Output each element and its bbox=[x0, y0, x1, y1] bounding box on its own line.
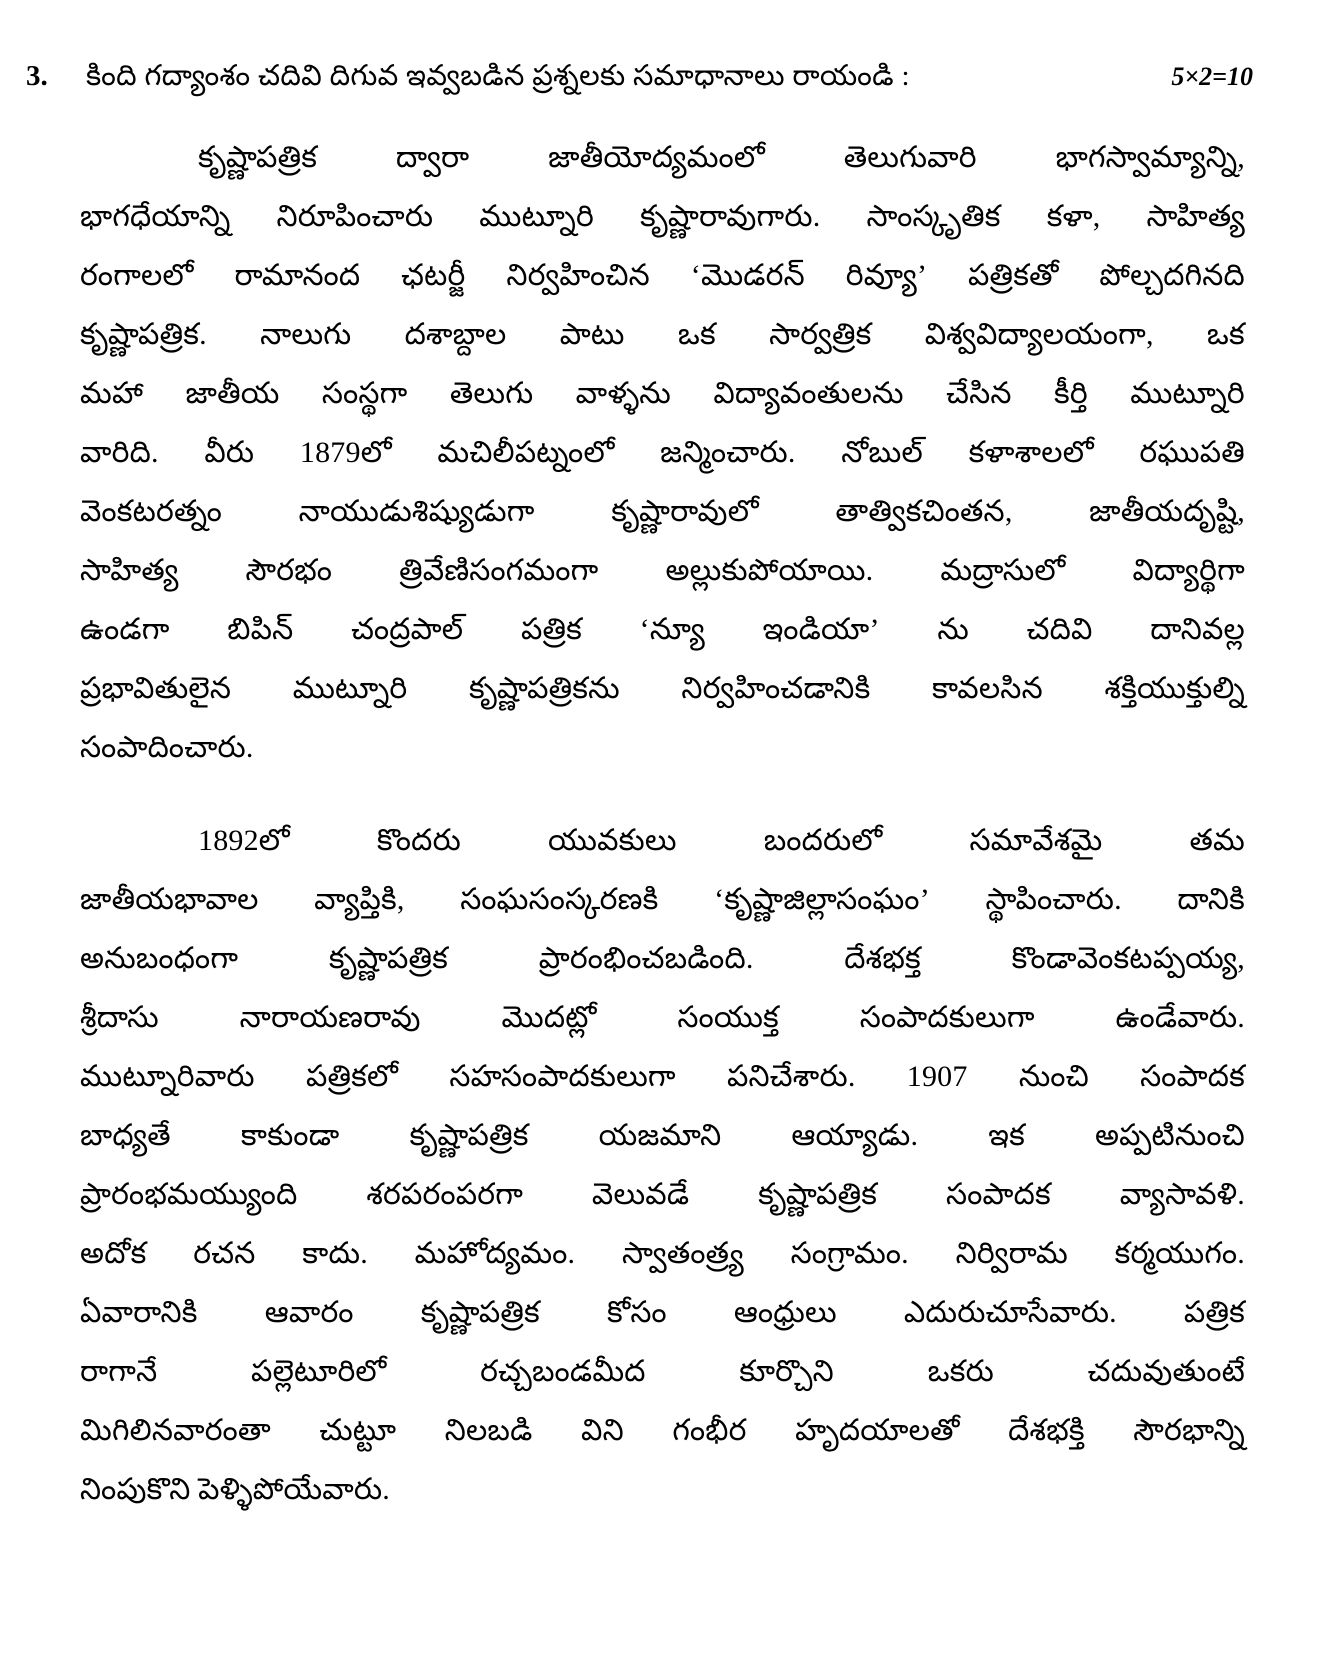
passage-word: రామానంద bbox=[234, 259, 361, 293]
passage-body bbox=[18, 128, 1253, 1519]
passage-word: శరపరంపరగా bbox=[366, 1178, 524, 1212]
passage-line bbox=[80, 187, 1245, 246]
passage-word: కొందరు bbox=[376, 824, 461, 858]
passage-word: చంద్రపాల్ bbox=[351, 613, 464, 647]
passage-line bbox=[80, 305, 1245, 364]
passage-word: దశాబ్దాల bbox=[404, 318, 507, 352]
passage-word: వీరు bbox=[204, 436, 255, 470]
passage-word: యువకులు bbox=[547, 824, 677, 858]
passage-word: ఛటర్జీ bbox=[401, 259, 466, 293]
passage-word: త్రివేణిసంగమంగా bbox=[399, 554, 599, 588]
question-marks: 5×2=10 bbox=[1171, 62, 1253, 91]
passage-word: కళాశాలలో bbox=[968, 436, 1094, 470]
passage-word: కళా, bbox=[1046, 200, 1101, 234]
passage-line bbox=[80, 246, 1245, 305]
passage-word: వ్యాప్తికి, bbox=[314, 883, 405, 917]
passage-word: సంయుక్త bbox=[677, 1001, 779, 1035]
passage-word: ప్రారంభించబడింది. bbox=[538, 942, 754, 976]
passage-word: నాయుడుశిష్యుడుగా bbox=[298, 495, 535, 529]
passage-word: కొండావెంకటప్పయ్య, bbox=[1011, 942, 1245, 976]
passage-line: సంపాదించారు. bbox=[80, 731, 254, 765]
passage-word: కర్మయుగం. bbox=[1114, 1237, 1245, 1271]
passage-word: వెంకటరత్నం bbox=[80, 495, 222, 529]
passage-word: నిలబడి bbox=[444, 1414, 533, 1448]
passage-line bbox=[80, 1401, 1245, 1460]
passage-word: ముట్నూరి bbox=[479, 200, 594, 234]
passage-word: ఎదురుచూసేవారు. bbox=[903, 1296, 1117, 1330]
passage-word: చదువుతుంటే bbox=[1087, 1355, 1245, 1389]
passage-word: హృదయాలతో bbox=[795, 1414, 960, 1448]
passage-word: పత్రికలో bbox=[305, 1060, 399, 1094]
passage-word: కాదు. bbox=[302, 1237, 368, 1271]
passage-word: చేసిన bbox=[946, 377, 1012, 411]
passage-word: అనుబంధంగా bbox=[80, 942, 239, 976]
passage-word: జాతీయభావాల bbox=[80, 883, 259, 917]
passage-word: ఇండియా’ bbox=[762, 613, 880, 647]
passage-word: ‘కృష్ణాజిల్లాసంఘం’ bbox=[714, 883, 930, 917]
passage-word: నుంచి bbox=[1018, 1060, 1089, 1094]
passage-word: సాంస్కృతిక bbox=[866, 200, 1001, 234]
passage-word: ప్రభావితులైన bbox=[80, 672, 232, 706]
passage-word: తెలుగు bbox=[449, 377, 534, 411]
passage-word: మచిలీపట్నంలో bbox=[437, 436, 615, 470]
passage-word: విద్యావంతులను bbox=[713, 377, 904, 411]
passage-word: రివ్యూ’ bbox=[845, 259, 928, 293]
passage-word: నిర్విరామ bbox=[955, 1237, 1068, 1271]
passage-word: పల్లెటూరిలో bbox=[251, 1355, 387, 1389]
passage-line bbox=[80, 811, 1245, 870]
passage-line bbox=[80, 1342, 1245, 1401]
passage-word: నిరూపించారు bbox=[276, 200, 434, 234]
passage-word: స్వాతంత్ర్య bbox=[621, 1237, 744, 1271]
passage-word: జాతీయోద్యమంలో bbox=[548, 141, 765, 175]
passage-word: కృష్ణాపత్రిక bbox=[758, 1178, 878, 1212]
passage-word: జాతీయదృష్టి, bbox=[1089, 495, 1245, 529]
passage-word: శక్తియుక్తుల్ని bbox=[1104, 672, 1245, 706]
passage-word: పోల్చదగినది bbox=[1099, 259, 1245, 293]
passage-line bbox=[80, 541, 1245, 600]
passage-word: 1879లో bbox=[299, 436, 392, 470]
passage-word: దేశభక్త bbox=[844, 942, 921, 976]
passage-word: కోసం bbox=[606, 1296, 667, 1330]
passage-word: ఒక bbox=[1206, 318, 1245, 352]
passage-word: భాగస్వామ్యాన్ని, bbox=[1055, 141, 1245, 175]
passage-word: బాధ్యతే bbox=[80, 1119, 171, 1153]
passage-word: సౌరభం bbox=[245, 554, 333, 588]
passage-word: సమావేశమై bbox=[969, 824, 1103, 858]
passage-word: ఇక bbox=[988, 1119, 1025, 1153]
passage-word: ‘మొడరన్ bbox=[690, 259, 805, 293]
passage-word: ఒక bbox=[677, 318, 716, 352]
passage-word: వెలువడే bbox=[591, 1178, 690, 1212]
passage-word: ఒకరు bbox=[927, 1355, 994, 1389]
passage-word: గంభీర bbox=[672, 1414, 747, 1448]
passage-paragraph-2 bbox=[80, 811, 1245, 1519]
passage-word: దేశభక్తి bbox=[1008, 1414, 1085, 1448]
passage-word: విద్యార్థిగా bbox=[1132, 554, 1245, 588]
passage-word: ‘న్యూ bbox=[639, 613, 705, 647]
passage-word: మొదట్లో bbox=[501, 1001, 597, 1035]
passage-word: వారిది. bbox=[80, 436, 159, 470]
passage-word: కాకుండా bbox=[240, 1119, 340, 1153]
passage-word: కృష్ణారావులో bbox=[611, 495, 759, 529]
passage-word: విశ్వవిద్యాలయంగా, bbox=[924, 318, 1154, 352]
passage-line bbox=[80, 659, 1245, 718]
passage-word: విని bbox=[581, 1414, 624, 1448]
question-header bbox=[18, 58, 1253, 94]
passage-word: బిపిన్ bbox=[227, 613, 294, 647]
passage-line bbox=[80, 1106, 1245, 1165]
passage-word: కృష్ణాపత్రిక bbox=[409, 1119, 529, 1153]
passage-word: భాగధేయాన్ని bbox=[80, 200, 231, 234]
passage-word: సహసంపాదకులుగా bbox=[449, 1060, 676, 1094]
passage-word: బందరులో bbox=[763, 824, 883, 858]
passage-word: దానివల్ల bbox=[1150, 613, 1245, 647]
passage-word: పత్రికతో bbox=[968, 259, 1059, 293]
passage-word: ముట్నూరివారు bbox=[80, 1060, 255, 1094]
passage-line bbox=[80, 600, 1245, 659]
passage-word: చదివి bbox=[1026, 613, 1093, 647]
passage-word: మిగిలినవారంతా bbox=[80, 1414, 271, 1448]
passage-word: అల్లుకుపోయాయి. bbox=[665, 554, 874, 588]
passage-word: వాళ్ళను bbox=[575, 377, 671, 411]
passage-word: కృష్ణాపత్రిక. bbox=[80, 318, 207, 352]
passage-word: ఉండగా bbox=[80, 613, 170, 647]
passage-word: కృష్ణాపత్రిక bbox=[420, 1296, 540, 1330]
passage-word: ఆయ్యాడు. bbox=[791, 1119, 919, 1153]
passage-line: నింపుకొని పెళ్ళిపోయేవారు. bbox=[80, 1473, 390, 1507]
passage-word: రంగాలలో bbox=[80, 259, 194, 293]
passage-word: నారాయణరావు bbox=[239, 1001, 421, 1035]
question-number: 3. bbox=[26, 60, 48, 92]
passage-word: నోబుల్ bbox=[841, 436, 923, 470]
passage-word: ఆంధ్రులు bbox=[733, 1296, 837, 1330]
passage-word: కృష్ణారావుగారు. bbox=[640, 200, 821, 234]
passage-line bbox=[80, 128, 1245, 187]
passage-word: అప్పటినుంచి bbox=[1094, 1119, 1245, 1153]
passage-word: కృష్ణాపత్రికను bbox=[469, 672, 620, 706]
passage-word: రఘుపతి bbox=[1139, 436, 1245, 470]
passage-line bbox=[80, 870, 1245, 929]
passage-word: రచ్చబండమీద bbox=[480, 1355, 646, 1389]
passage-word: నాలుగు bbox=[260, 318, 352, 352]
passage-word: దానికి bbox=[1177, 883, 1245, 917]
passage-word: ఉండేవారు. bbox=[1115, 1001, 1245, 1035]
passage-word: పాటు bbox=[559, 318, 625, 352]
passage-line bbox=[80, 1224, 1245, 1283]
passage-word: యజమాని bbox=[598, 1119, 722, 1153]
passage-word: ముట్నూరి bbox=[292, 672, 408, 706]
passage-word: శ్రీదాసు bbox=[80, 1001, 159, 1035]
passage-paragraph-1 bbox=[80, 128, 1245, 777]
passage-line bbox=[80, 929, 1245, 988]
passage-word: సంఘసంస్కరణకి bbox=[460, 883, 659, 917]
passage-word: కృష్ణాపత్రిక bbox=[328, 942, 449, 976]
passage-word: పత్రిక bbox=[1183, 1296, 1245, 1330]
passage-word: కూర్చొని bbox=[739, 1355, 834, 1389]
passage-word: తమ bbox=[1189, 824, 1245, 858]
passage-line bbox=[80, 482, 1245, 541]
passage-word: సౌరభాన్ని bbox=[1133, 1414, 1245, 1448]
passage-word: స్థాపించారు. bbox=[985, 883, 1122, 917]
passage-word: నిర్వహించిన bbox=[506, 259, 650, 293]
passage-word: జాతీయ bbox=[185, 377, 280, 411]
passage-word: మద్రాసులో bbox=[940, 554, 1066, 588]
passage-word: అదోక bbox=[80, 1237, 147, 1271]
passage-line bbox=[80, 423, 1245, 482]
passage-word: కావలసిన bbox=[932, 672, 1043, 706]
passage-line bbox=[80, 1165, 1245, 1224]
passage-word: ప్రారంభమయ్యుంది bbox=[80, 1178, 298, 1212]
passage-line bbox=[80, 988, 1245, 1047]
passage-line bbox=[80, 1047, 1245, 1106]
passage-word: 1907 bbox=[906, 1060, 968, 1094]
passage-word: రచన bbox=[193, 1237, 256, 1271]
passage-word: కృష్ణాపత్రిక bbox=[198, 141, 318, 175]
passage-word: సంగ్రామం. bbox=[790, 1237, 909, 1271]
passage-word: సాహిత్య bbox=[1146, 200, 1245, 234]
passage-word: నిర్వహించడానికి bbox=[681, 672, 871, 706]
passage-word: పత్రిక bbox=[520, 613, 582, 647]
passage-word: తాత్వికచింతన, bbox=[835, 495, 1013, 529]
passage-word: సంపాదక bbox=[946, 1178, 1051, 1212]
passage-word: వ్యాసావళి. bbox=[1119, 1178, 1245, 1212]
passage-word: రాగానే bbox=[80, 1355, 158, 1389]
question-prompt: కింది గద్యాంశం చదివి దిగువ ఇవ్వబడిన ప్రశ్నలకు సమాధానాలు రాయండి : bbox=[86, 60, 910, 92]
passage-word: జన్మించారు. bbox=[660, 436, 796, 470]
passage-word: ఏవారానికి bbox=[80, 1296, 198, 1330]
passage-word: ముట్నూరి bbox=[1130, 377, 1245, 411]
passage-word: తెలుగువారి bbox=[843, 141, 977, 175]
passage-word: ను bbox=[937, 613, 969, 647]
passage-word: సార్వత్రిక bbox=[769, 318, 872, 352]
passage-word: సాహిత్య bbox=[80, 554, 179, 588]
passage-word: సంపాదక bbox=[1140, 1060, 1245, 1094]
passage-word: ద్వారా bbox=[395, 141, 470, 175]
passage-word: కీర్తి bbox=[1054, 377, 1088, 411]
passage-word: సంస్థగా bbox=[321, 377, 408, 411]
passage-word: సంపాదకులుగా bbox=[859, 1001, 1035, 1035]
passage-word: మహా bbox=[80, 377, 144, 411]
passage-word: మహోద్యమం. bbox=[414, 1237, 576, 1271]
passage-word: ఆవారం bbox=[264, 1296, 354, 1330]
passage-word: పనిచేశారు. bbox=[727, 1060, 856, 1094]
passage-word: 1892లో bbox=[198, 824, 290, 858]
passage-line bbox=[80, 364, 1245, 423]
passage-word: చుట్టూ bbox=[319, 1414, 397, 1448]
passage-line bbox=[80, 1283, 1245, 1342]
